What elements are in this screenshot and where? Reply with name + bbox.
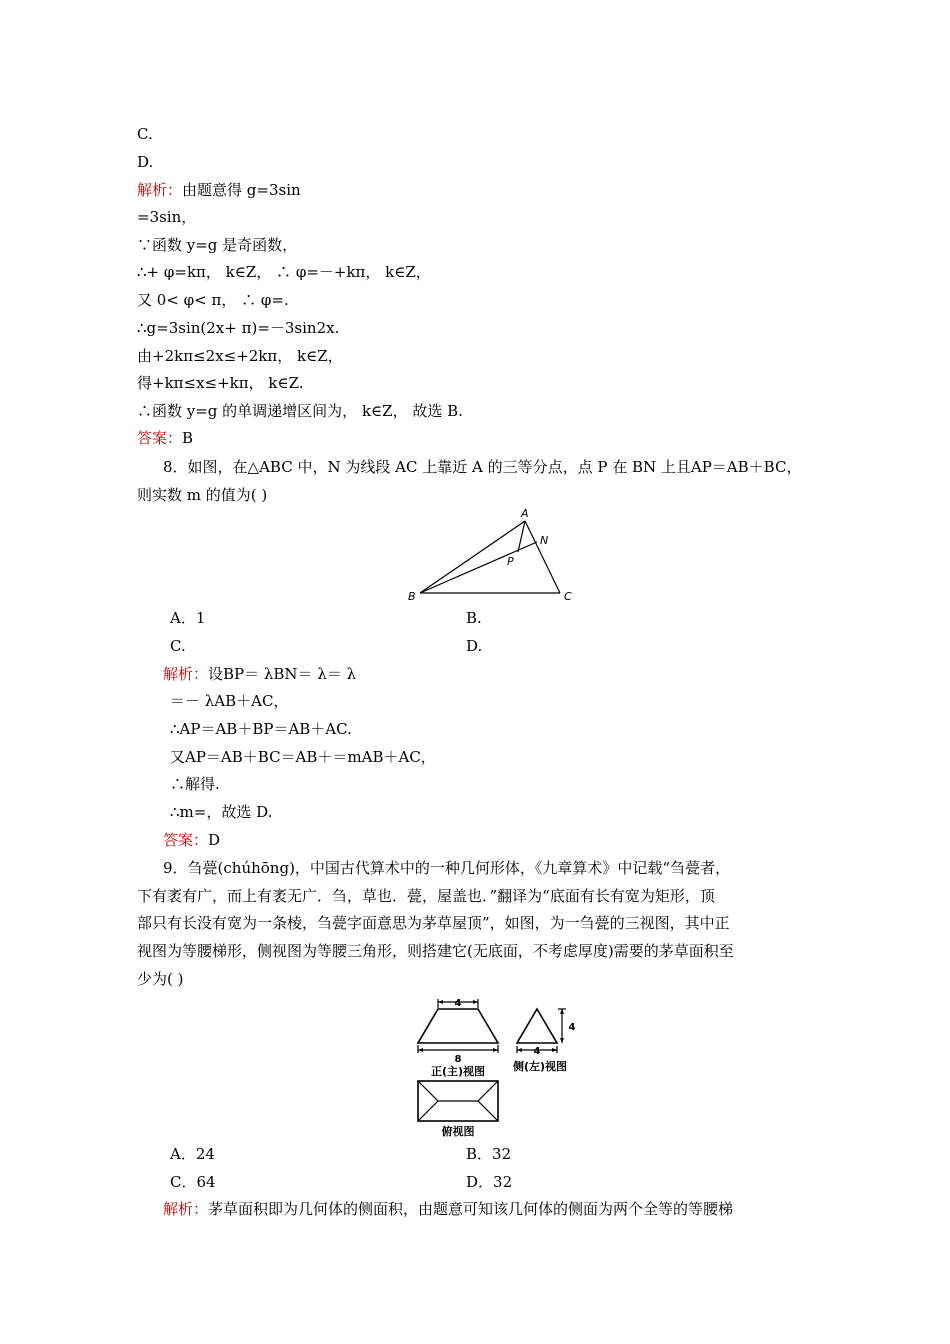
label-bottom-length: 8 [454, 1054, 462, 1065]
q8-stem: 8．如图，在△ABC 中，N 为线段 AC 上靠近 A 的三等分点，点 P 在 BN 上且AP＝AB＋BC， [163, 458, 802, 476]
q8-stem: 则实数 m 的值为( ) [137, 486, 268, 504]
q7-analysis-line: 得+kπ≤x≤+kπ， k∈Z. [137, 374, 304, 392]
arrow-head [560, 1038, 564, 1043]
q8-analysis-line: ∴解得. [170, 775, 220, 793]
caption-front-view: 正(主)视图 [430, 1065, 486, 1078]
top-view-edge [418, 1081, 438, 1101]
analysis-label: 解析： [163, 1200, 209, 1218]
top-view-edge [478, 1081, 498, 1101]
q9-three-view-figure [410, 995, 580, 1140]
front-view-trapezoid [418, 1009, 498, 1043]
caption-top-view: 俯视图 [441, 1125, 475, 1138]
q8-triangle-figure [400, 505, 590, 605]
q9-option-a: A．24 [170, 1145, 215, 1163]
q9-analysis-line [163, 1199, 733, 1219]
q7-analysis-line: ∴+ φ=kπ， k∈Z， ∴ φ=－+kπ， k∈Z， [137, 263, 431, 281]
arrow-head [493, 1048, 498, 1052]
q7-analysis-line [137, 180, 301, 200]
arrow-head [473, 1000, 478, 1004]
q7-answer-line [137, 428, 193, 448]
q9-analysis-text: 茅草面积即为几何体的侧面积，由题意可知该几何体的侧面为两个全等的等腰梯 [208, 1200, 734, 1218]
q9-option-b: B．32 [466, 1145, 512, 1163]
label-side-base: 4 [533, 1046, 541, 1057]
q7-analysis-line: ∴函数 y=g 的单调递增区间为， k∈Z， 故选 B. [137, 402, 463, 420]
label-c: C [564, 590, 572, 603]
side-view-triangle [517, 1009, 557, 1043]
q9-stem: 下有袤有广，而上有袤无广．刍，草也．甍，屋盖也．”翻译为“底面有长有宽为矩形，顶 [137, 887, 715, 905]
arrow-head [560, 1009, 564, 1014]
q7-answer: B [182, 429, 194, 447]
q8-analysis-line: ∴AP＝AB＋BP＝AB＋AC. [170, 720, 352, 738]
q9-stem: 视图为等腰梯形，侧视图为等腰三角形，则搭建它(无底面，不考虑厚度)需要的茅草面积至 [137, 942, 734, 960]
q8-option-c: C. [170, 637, 186, 655]
label-a: A [521, 507, 529, 520]
answer-label: 答案： [137, 429, 183, 447]
arrow-head [438, 1000, 443, 1004]
top-view-edge [418, 1101, 438, 1121]
segment-bn [420, 542, 537, 593]
answer-label: 答案： [163, 831, 209, 849]
q9-stem: 部只有长没有宽为一条棱，刍甍字面意思为茅草屋顶”，如图，为一刍甍的三视图，其中正 [137, 914, 730, 932]
q8-analysis-line: ∴m=，故选 D. [170, 803, 273, 821]
q7-analysis-line: ∵函数 y=g 是奇函数， [137, 236, 298, 254]
q7-option-d: D. [137, 153, 154, 171]
q9-stem: 9．刍甍(chúhōng)，中国古代算术中的一种几何形体，《九章算术》中记载“刍甍者， [163, 859, 731, 877]
label-side-height: 4 [568, 1022, 576, 1033]
q7-analysis-line: ∴g=3sin(2x+ π)=－3sin2x. [137, 319, 340, 337]
q8-option-a: A．1 [170, 609, 206, 627]
arrow-head [418, 1048, 423, 1052]
q7-analysis-line: 由+2kπ≤2x≤+2kπ， k∈Z， [137, 347, 343, 365]
arrow-head [517, 1048, 522, 1052]
label-top-length: 4 [454, 998, 462, 1009]
label-n: N [540, 534, 549, 547]
q8-answer-line [163, 830, 220, 850]
q7-analysis-text: 由题意得 g=3sin [182, 181, 301, 199]
q9-stem: 少为( ) [137, 970, 184, 988]
caption-side-view: 侧(左)视图 [512, 1060, 568, 1073]
analysis-label: 解析： [137, 181, 183, 199]
q8-answer: D [208, 831, 221, 849]
top-view-edge [478, 1101, 498, 1121]
segment-ac [525, 521, 560, 593]
q7-analysis-line: 又 0< φ< π， ∴ φ=. [137, 291, 289, 309]
label-p: P [507, 555, 514, 568]
q8-analysis-line: ＝－ λAB＋AC， [170, 692, 289, 710]
label-b: B [408, 590, 416, 603]
q8-option-b: B. [466, 609, 482, 627]
arrow-head [552, 1048, 557, 1052]
q8-analysis-text: 设BP＝ λBN＝ λ＝ λ [208, 665, 357, 683]
q8-analysis-line [163, 664, 356, 684]
q7-analysis-line: =3sin， [137, 208, 197, 226]
q8-analysis-line: 又AP＝AB＋BC＝AB＋＝mAB＋AC， [170, 748, 436, 766]
q9-option-d: D．32 [466, 1173, 513, 1191]
q7-option-c: C. [137, 125, 153, 143]
q8-option-d: D. [466, 637, 483, 655]
analysis-label: 解析： [163, 665, 209, 683]
q9-option-c: C．64 [170, 1173, 216, 1191]
